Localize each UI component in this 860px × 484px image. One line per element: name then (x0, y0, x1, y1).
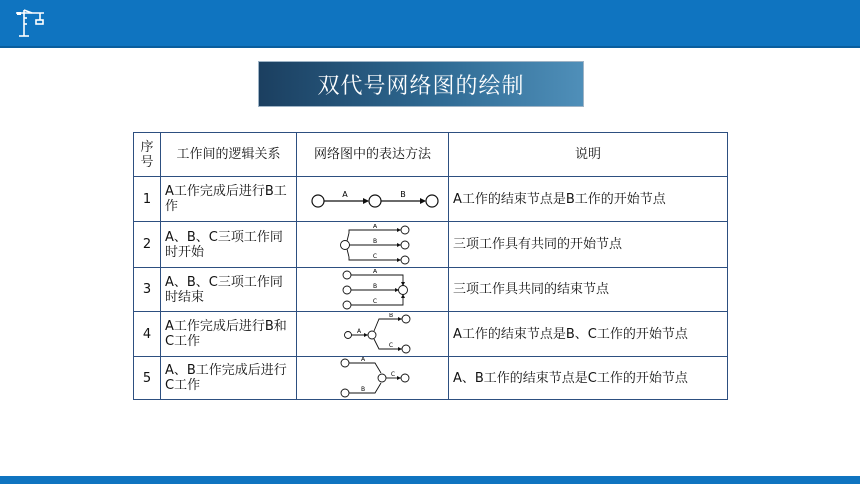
label-c: C (388, 342, 394, 349)
label-b: B (372, 282, 378, 290)
sequence-network-diagram (301, 179, 449, 219)
table-row (134, 268, 728, 312)
split-network-diagram (301, 313, 449, 355)
row-note: A工作的结束节点是B、C工作的开始节点 (449, 312, 728, 357)
row-diagram (297, 312, 449, 357)
node-start-b (341, 389, 349, 397)
row-note: 三项工作具有共同的开始节点 (449, 222, 728, 268)
node-end-c (401, 256, 409, 264)
label-a: A (356, 328, 362, 335)
label-b: B (360, 386, 366, 393)
node-end-b (402, 315, 410, 323)
label-a: A (360, 357, 366, 363)
node-start-b (343, 286, 351, 294)
row-index: 4 (134, 312, 161, 357)
label-a: A (372, 268, 378, 275)
row-relation: A、B、C三项工作同时结束 (161, 268, 297, 312)
header-index: 序号 (134, 133, 161, 177)
row-relation: A、B工作完成后进行C工作 (161, 357, 297, 400)
node-end-c (402, 345, 410, 353)
label-a: A (342, 190, 348, 199)
row-relation: A工作完成后进行B工作 (161, 177, 297, 222)
node-start-a (343, 271, 351, 279)
header-method: 网络图中的表达方法 (297, 133, 449, 177)
node-start (312, 195, 324, 207)
node-end (401, 374, 409, 382)
row-relation: A、B、C三项工作同时开始 (161, 222, 297, 268)
table-row (134, 357, 728, 400)
row-diagram (297, 357, 449, 400)
slide-title-box (258, 61, 584, 107)
label-c: C (390, 371, 396, 378)
table-row (134, 177, 728, 222)
table-row (134, 312, 728, 357)
row-index: 3 (134, 268, 161, 312)
node-split (368, 331, 376, 339)
node-merge (378, 374, 386, 382)
row-relation: A工作完成后进行B和C工作 (161, 312, 297, 357)
common-start-network-diagram (301, 224, 449, 266)
node-end-a (401, 226, 409, 234)
node-end-b (401, 241, 409, 249)
row-diagram (297, 268, 449, 312)
row-note: A工作的结束节点是B工作的开始节点 (449, 177, 728, 222)
label-c: C (372, 252, 378, 260)
logic-relation-table (133, 132, 728, 400)
row-note: A、B工作的结束节点是C工作的开始节点 (449, 357, 728, 400)
row-index: 2 (134, 222, 161, 268)
label-c: C (372, 297, 378, 305)
row-index: 1 (134, 177, 161, 222)
merge-network-diagram (301, 357, 449, 399)
header-note: 说明 (449, 133, 728, 177)
table-header-row (134, 133, 728, 177)
node-common-end (399, 285, 408, 294)
common-end-network-diagram (301, 269, 449, 311)
label-b: B (372, 237, 378, 245)
row-index: 5 (134, 357, 161, 400)
node-start-c (343, 301, 351, 309)
label-b: B (400, 190, 406, 199)
row-diagram (297, 177, 449, 222)
table-row (134, 222, 728, 268)
top-header-bar (0, 0, 860, 48)
header-relation: 工作间的逻辑关系 (161, 133, 297, 177)
node-start (345, 332, 352, 339)
node-middle (369, 195, 381, 207)
node-common-start (341, 240, 350, 249)
crane-logo-icon (12, 4, 48, 40)
node-start-a (341, 359, 349, 367)
row-diagram (297, 222, 449, 268)
row-note: 三项工作具共同的结束节点 (449, 268, 728, 312)
label-a: A (372, 223, 378, 230)
slide-title: 双代号网络图的绘制 (317, 73, 525, 99)
bottom-footer-bar (0, 476, 860, 484)
label-b: B (388, 313, 394, 319)
node-end (426, 195, 438, 207)
